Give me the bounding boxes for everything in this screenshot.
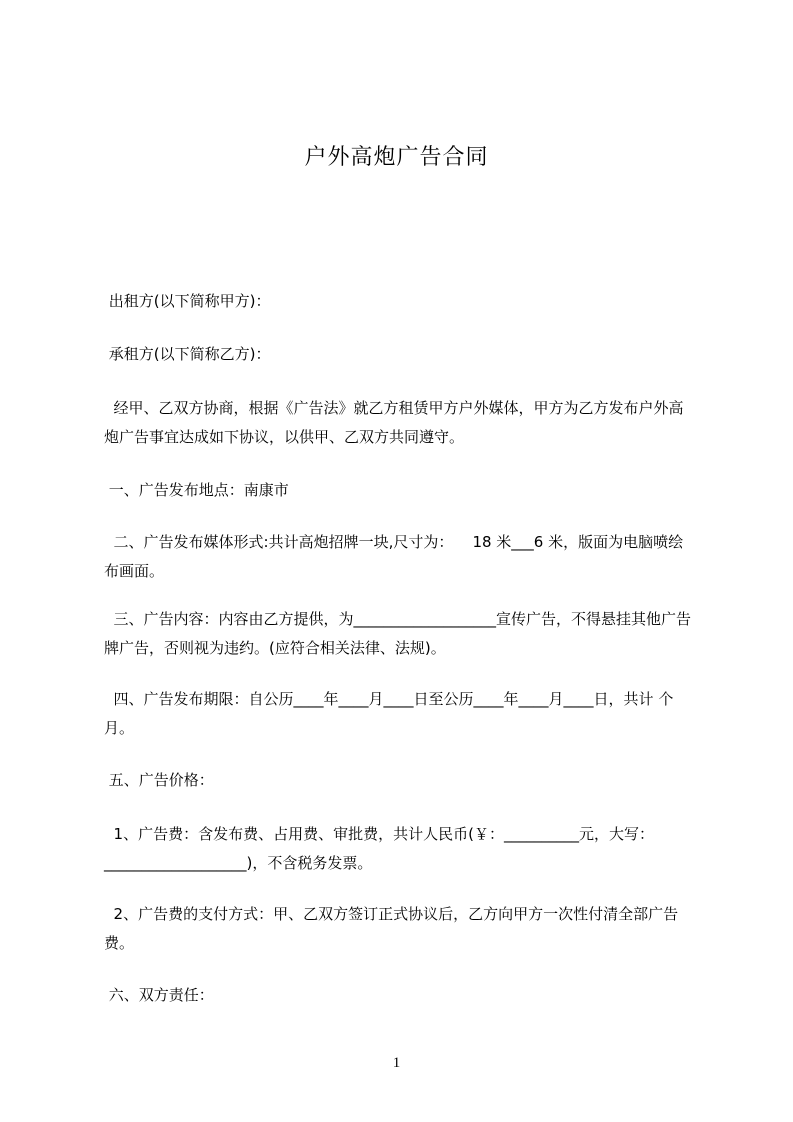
clause-5-1-fee: 1、广告费：含发布费、占用费、审批费，共计人民币(￥：__________元，大写：___________________)，不含税务发票。 [104,825,654,872]
party-b-line: 承租方(以下简称乙方)： [104,345,271,363]
clause-5-2-payment: 2、广告费的支付方式：甲、乙双方签订正式协议后，乙方向甲方一次性付清全部广告费。 [104,905,679,952]
clause-2-media-form: 二、广告发布媒体形式:共计高炮招牌一块,尺寸为： 18 米___6 米，版面为电脑喷绘布画面。 [104,533,684,580]
page-number: 1 [392,1055,401,1071]
party-a-line: 出租方(以下简称甲方)： [104,292,271,310]
clause-1-location: 一、广告发布地点：南康市 [104,481,289,499]
document-title: 户外高炮广告合同 [304,145,489,170]
clause-5-price: 五、广告价格： [104,771,214,789]
clause-4-period: 四、广告发布期限：自公历____年____月____日至公历____年____月____日，共计 个月。 [104,690,674,737]
clause-3-content: 三、广告内容：内容由乙方提供，为___________________宣传广告，不得悬挂其他广告牌广告，否则视为违约。(应符合相关法律、法规)。 [104,610,692,657]
preamble-paragraph: 经甲、乙双方协商，根据《广告法》就乙方租赁甲方户外媒体，甲方为乙方发布户外高炮广告事宜达成如下协议，以供甲、乙双方共同遵守。 [104,399,684,446]
clause-6-responsibilities: 六、双方责任： [104,986,214,1004]
